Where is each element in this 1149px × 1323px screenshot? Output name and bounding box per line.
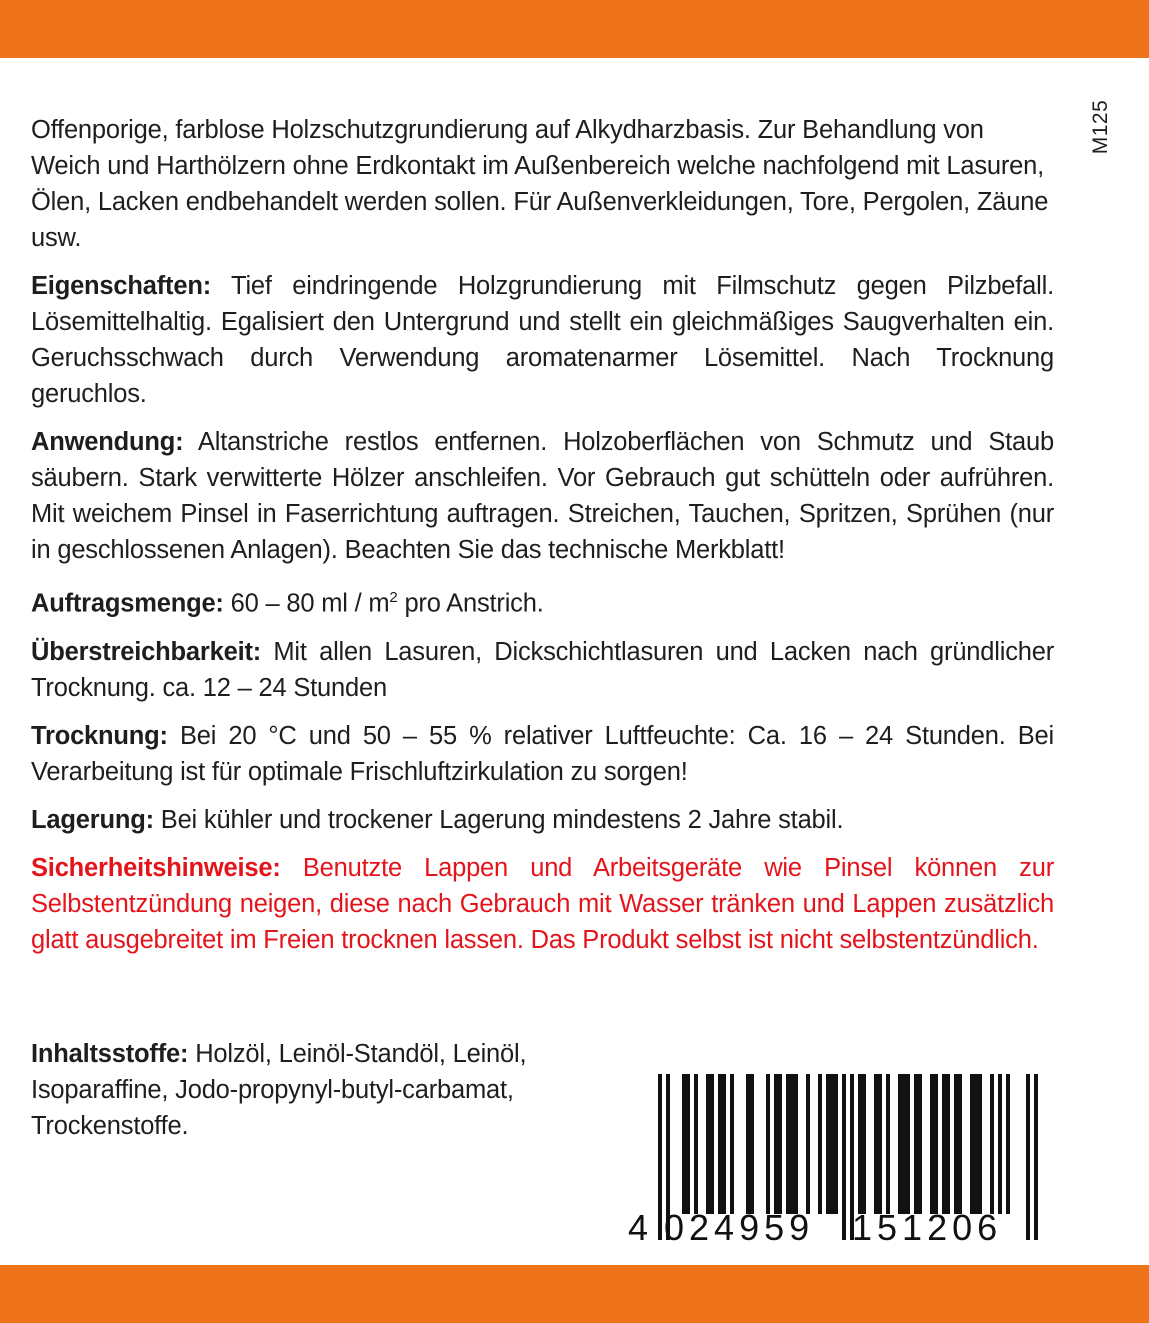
product-code: [1088, 96, 1114, 158]
section-lagerung: [31, 802, 1054, 838]
section-superscript: 2: [389, 589, 398, 606]
barcode-bar: [806, 1074, 810, 1214]
barcode-bar: [954, 1074, 962, 1214]
barcode-bar: [730, 1074, 734, 1214]
section-label: Anwendung:: [31, 428, 184, 456]
barcode-first-digit: 4: [628, 1207, 649, 1248]
section-trocknung: [31, 718, 1054, 790]
barcode-bar: [874, 1074, 882, 1214]
barcode-bar: [990, 1074, 994, 1214]
barcode-bar: [970, 1074, 982, 1214]
section-text: Bei 20 °C und 50 – 55 % relativer Luftfeuchte: Ca. 16 – 24 Stunden. Bei Verarbeitung ist für optimale Frischluftzirkulation zu sorgen!: [31, 721, 1054, 786]
section-sicherheitshinweise: [31, 850, 1054, 958]
barcode-guard-bar: [1026, 1074, 1030, 1240]
section-anwendung: [31, 424, 1054, 568]
barcode-bar: [746, 1074, 754, 1214]
bottom-orange-band: [0, 1265, 1149, 1323]
barcode-bar: [930, 1074, 938, 1214]
barcode-bar: [886, 1074, 890, 1214]
section-value: 60 – 80 ml / m: [230, 589, 390, 618]
section-suffix: pro Anstrich.: [404, 589, 544, 618]
barcode-bar: [858, 1074, 866, 1214]
barcode-bar: [826, 1074, 838, 1214]
section-eigenschaften: [31, 268, 1054, 412]
ingredients-text: Holzöl, Leinöl-Standöl, Leinöl,: [195, 1040, 527, 1068]
barcode-guard-bar: [1034, 1074, 1038, 1240]
section-label: Trocknung:: [31, 721, 168, 750]
product-code-text: M125: [1089, 99, 1112, 155]
section-text: Mit allen Lasuren, Dickschichtlasuren und Lacken nach gründlicher Trocknung. ca. 12 – 24 Stunden: [31, 637, 1055, 702]
barcode-bar: [942, 1074, 950, 1214]
section-label: Sicherheitshinweise:: [31, 853, 281, 882]
barcode-guard-bar: [658, 1074, 662, 1240]
section-text: Tief eindringende Holzgrundierung mit Filmschutz gegen Pilzbefall. Lösemittelhaltig. Egalisiert den Untergrund und stellt ein gleichmäßiges Saugverhalten ein. Geruchsschwach durch Verwendung aromatenarmer Lösemittel. Nach Trocknung geruchlos.: [31, 272, 1054, 408]
top-orange-band: [0, 0, 1149, 58]
section-ueberstreichbarkeit: [31, 634, 1054, 706]
ingredients-line: Isoparaffine, Jodo-propynyl-butyl-carbamat,: [31, 1076, 514, 1104]
section-text: Bei kühler und trockener Lagerung mindestens 2 Jahre stabil.: [160, 805, 844, 834]
barcode-left-digits: 024959: [664, 1207, 815, 1248]
label-text: [31, 112, 1054, 970]
barcode-bar: [786, 1074, 798, 1214]
barcode-bar: [682, 1074, 690, 1214]
ingredients-line: [31, 1036, 606, 1072]
barcode-bar: [1006, 1074, 1010, 1214]
ean-barcode: [628, 1068, 1048, 1248]
barcode-bar: [898, 1074, 910, 1214]
section-inhaltsstoffe: [31, 1036, 606, 1144]
section-auftragsmenge: [31, 580, 1054, 622]
section-label: Überstreichbarkeit:: [31, 637, 262, 666]
barcode-right-digits: 151206: [852, 1207, 1003, 1248]
barcode-bar: [818, 1074, 822, 1214]
section-label: Lagerung:: [31, 805, 154, 834]
section-label: Auftragsmenge:: [31, 589, 224, 618]
barcode-bar: [694, 1074, 698, 1214]
barcode-bar: [914, 1074, 922, 1214]
ingredients-line: Trockenstoffe.: [31, 1112, 189, 1140]
barcode-bar: [774, 1074, 782, 1214]
barcode-guard-bar: [842, 1074, 846, 1240]
barcode-bar: [718, 1074, 726, 1214]
barcode-bar: [998, 1074, 1002, 1214]
intro-paragraph: Offenporige, farblose Holzschutzgrundierung auf Alkydharzbasis. Zur Behandlung von Weich und Harthölzern ohne Erdkontakt im Außenbereich welche nachfolgend mit Lasuren, Ölen, Lacken endbehandelt werden sollen. Für Außenverkleidungen, Tore, Pergolen, Zäune usw.: [31, 116, 1049, 252]
barcode-bar: [706, 1074, 714, 1214]
barcode-bar: [766, 1074, 770, 1214]
section-label: Inhaltsstoffe:: [31, 1040, 189, 1068]
section-label: Eigenschaften:: [31, 272, 211, 300]
section-text: Altanstriche restlos entfernen. Holzoberflächen von Schmutz und Staub säubern. Stark verwitterte Hölzer anschleifen. Vor Gebrauch gut schütteln oder aufrühren. Mit weichem Pinsel in Faserrichtung auftragen. Streichen, Tauchen, Spritzen, Sprühen (nur in geschlossenen Anlagen). Beachten Sie das technische Merkblatt!: [31, 428, 1054, 564]
section-text: Benutzte Lappen und Arbeitsgeräte wie Pinsel können zur Selbstentzündung neigen, diese nach Gebrauch mit Wasser tränken und Lappen zusätzlich glatt ausgebreitet im Freien trocknen lassen. Das Produkt selbst ist nicht selbstentzündlich.: [31, 853, 1054, 954]
